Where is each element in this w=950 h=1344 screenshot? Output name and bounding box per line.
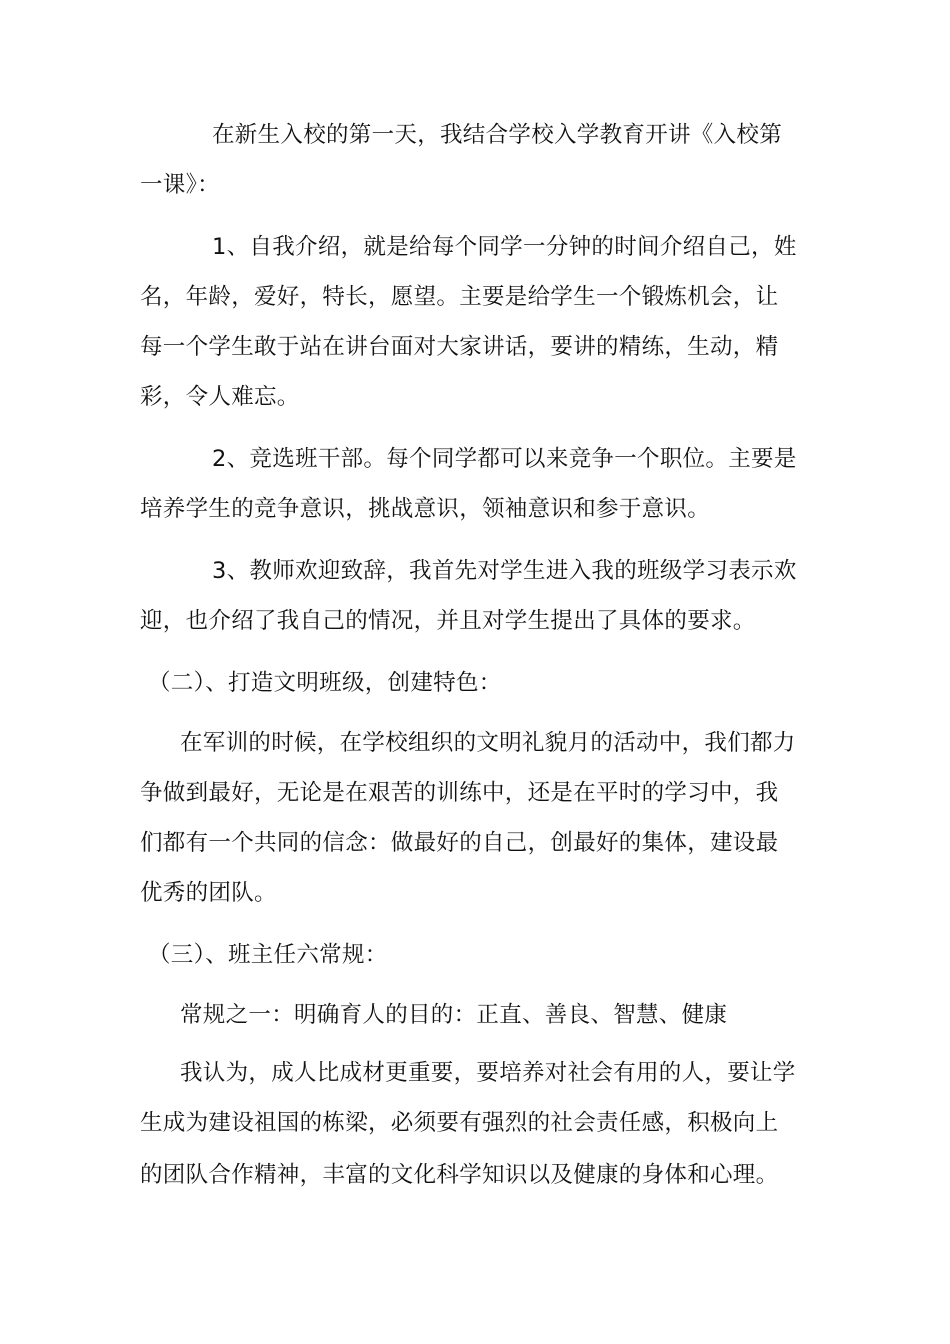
item-1-line-2: 名，年龄，爱好，特长，愿望。主要是给学生一个锻炼机会，让 [140, 284, 779, 310]
section-heading-3: （三）、班主任六常规： [148, 942, 388, 968]
item-1-line-1: 1、自我介绍，就是给每个同学一分钟的时间介绍自己，姓 [212, 234, 797, 260]
item-3-line-2: 迎，也介绍了我自己的情况，并且对学生提出了具体的要求。 [140, 608, 756, 634]
section-3-line-3: 的团队合作精神，丰富的文化科学知识以及健康的身体和心理。 [140, 1162, 779, 1188]
section-2-line-3: 们都有一个共同的信念：做最好的自己，创最好的集体，建设最 [140, 830, 779, 856]
item-2-line-1: 2、竞选班干部。每个同学都可以来竞争一个职位。主要是 [212, 446, 797, 472]
item-3-line-1: 3、教师欢迎致辞，我首先对学生进入我的班级学习表示欢 [212, 558, 797, 584]
section-3-line-1: 我认为，成人比成材更重要，要培养对社会有用的人，要让学 [180, 1060, 796, 1086]
item-2-line-2: 培养学生的竞争意识，挑战意识，领袖意识和参于意识。 [140, 496, 711, 522]
intro-line-1: 在新生入校的第一天，我结合学校入学教育开讲《入校第 [212, 122, 783, 148]
item-1-line-3: 每一个学生敢于站在讲台面对大家讲话，要讲的精练，生动，精 [140, 334, 779, 360]
rule-1-title: 常规之一：明确育人的目的：正直、善良、智慧、健康 [180, 1002, 728, 1028]
section-2-line-2: 争做到最好，无论是在艰苦的训练中，还是在平时的学习中，我 [140, 780, 779, 806]
section-2-line-1: 在军训的时候，在学校组织的文明礼貌月的活动中，我们都力 [180, 730, 796, 756]
item-1-line-4: 彩，令人难忘。 [140, 384, 300, 410]
section-2-line-4: 优秀的团队。 [140, 880, 277, 906]
section-heading-2: （二）、打造文明班级，创建特色： [148, 670, 502, 696]
intro-line-2: 一课》： [140, 172, 220, 198]
section-3-line-2: 生成为建设祖国的栋梁，必须要有强烈的社会责任感，积极向上 [140, 1110, 779, 1136]
